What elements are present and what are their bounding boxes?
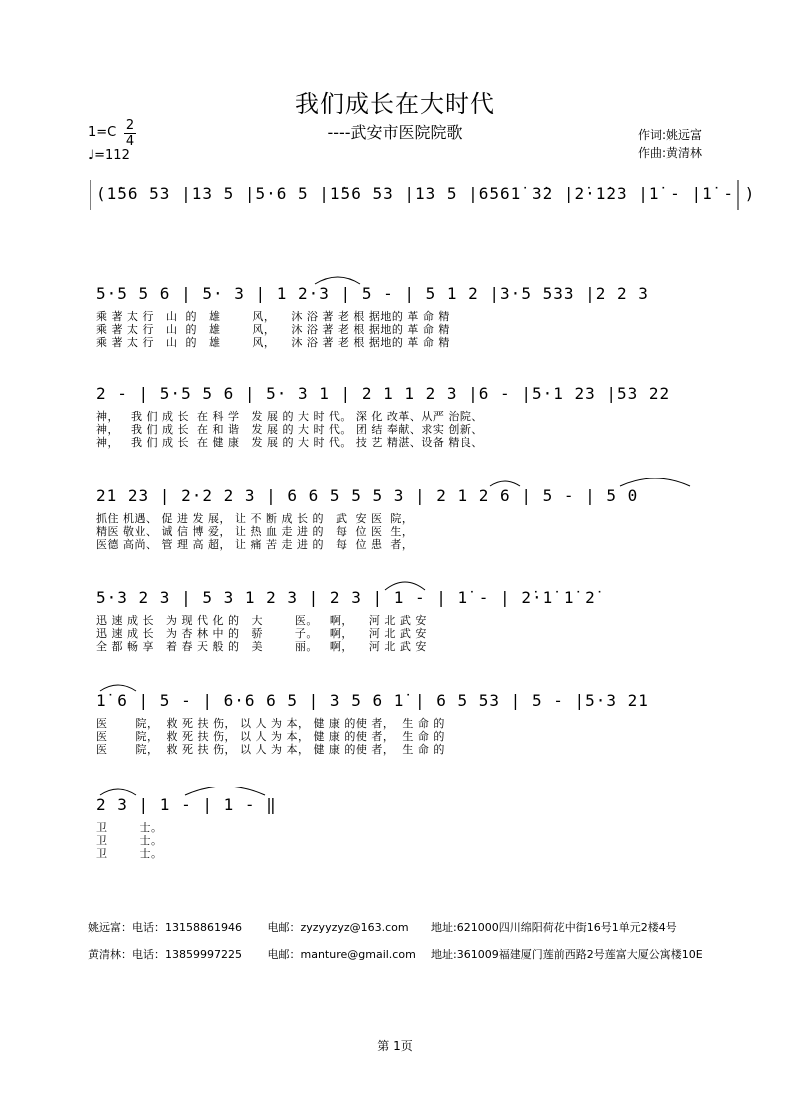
song-title: 我们成长在大时代 bbox=[295, 90, 495, 118]
lyricist-credit: 作词:姚远富 bbox=[638, 128, 703, 142]
time-signature-bottom: 4 bbox=[125, 134, 135, 149]
lyric-verse-2: 乘 著 太 行 山 的 雄 风， 沐 浴 著 老 根 据地的 革 命 精 bbox=[96, 323, 450, 336]
contact-row bbox=[88, 946, 703, 962]
notes-line: 2 3 | 1 - | 1 - ‖ bbox=[96, 795, 277, 814]
notes-line: (1̇56 53 |13 5 |5·6 5 |1̇56 53 |13 5 |6561̇ 3̇2 |2̇·1̇23 |1̇ - |1̇ - ) bbox=[96, 184, 756, 203]
lyric-verse-3: 神， 我 们 成 长 在 健 康 发 展 的 大 时 代。 技 艺 精湛、设备 精良、 bbox=[96, 436, 483, 449]
lyric-verse-2: 医 院， 救 死 扶 伤， 以 人 为 本， 健 康 的使 者， 生 命 的 bbox=[96, 730, 445, 743]
contact-name-phone: 黄清林：电话：13859997225 bbox=[88, 948, 242, 961]
contact-row bbox=[88, 919, 677, 935]
composer-credit: 作曲:黄清林 bbox=[638, 146, 703, 160]
contact-address: 地址:621000四川绵阳荷花中街16号1单元2楼4号 bbox=[431, 921, 677, 934]
score-system-3 bbox=[90, 478, 740, 558]
lyric-verse-3: 卫 士。 bbox=[96, 847, 163, 860]
score-system-4 bbox=[90, 580, 740, 660]
page-number: 第 1页 bbox=[377, 1039, 413, 1053]
time-signature bbox=[124, 118, 136, 149]
lyric-verse-1: 抓住 机遇、 促 进 发 展， 让 不 断 成 长 的 武 安 医 院， bbox=[96, 512, 414, 525]
contact-name-phone: 姚远富：电话：13158861946 bbox=[88, 921, 242, 934]
lyric-verse-1: 卫 士。 bbox=[96, 821, 163, 834]
score-system-2 bbox=[90, 376, 740, 456]
quarter-note-icon: ♩ bbox=[88, 148, 95, 163]
notes-line: 1̇ 6 | 5 - | 6·6 6 5 | 3 5 6 1̇ | 6 5 53 | 5 - |5·3 21 bbox=[96, 691, 649, 710]
score-system-intro bbox=[90, 176, 756, 216]
lyric-verse-2: 精医 敬业、 诚 信 博 爱， 让 热 血 走 进 的 每 位 医 生， bbox=[96, 525, 414, 538]
lyric-verse-2: 迅 速 成 长 为 杏 林 中 的 骄 子。 啊， 河 北 武 安 bbox=[96, 627, 427, 640]
time-signature-top: 2 bbox=[125, 118, 135, 133]
score-system-1 bbox=[90, 276, 740, 356]
lyric-verse-1: 迅 速 成 长 为 现 代 化 的 大 医。 啊， 河 北 武 安 bbox=[96, 614, 427, 627]
score-system-6 bbox=[90, 787, 740, 867]
lyric-verse-3: 全 都 畅 享 着 春 天 般 的 美 丽。 啊， 河 北 武 安 bbox=[96, 640, 427, 653]
tempo-value: =112 bbox=[94, 148, 130, 163]
notes-line: 2 - | 5·5 5 6 | 5· 3 1 | 2 1 1 2 3 |6 - |5·1 23 |53 22 bbox=[96, 384, 671, 403]
lyric-verse-1: 神， 我 们 成 长 在 科 学 发 展 的 大 时 代。 深 化 改革、从严 治院、 bbox=[96, 410, 483, 423]
lyric-verse-3: 医 院， 救 死 扶 伤， 以 人 为 本， 健 康 的使 者， 生 命 的 bbox=[96, 743, 445, 756]
notes-line: 21 23 | 2·2 2 3 | 6 6 5 5 5 3 | 2 1 2 6 | 5 - | 5 0 bbox=[96, 486, 639, 505]
notes-line: 5·3 2 3 | 5 3 1 2 3 | 2 3 | 1 - | 1̇ - | 2̇·1̇ 1̇ 2̇ bbox=[96, 588, 596, 607]
lyric-verse-2: 卫 士。 bbox=[96, 834, 163, 847]
lyric-verse-2: 神， 我 们 成 长 在 和 谐 发 展 的 大 时 代。 团 结 奉献、求实 创新、 bbox=[96, 423, 483, 436]
contact-email[interactable]: 电邮：manture@gmail.com bbox=[267, 948, 416, 961]
contact-address: 地址:361009福建厦门莲前西路2号莲富大厦公寓楼10E bbox=[431, 948, 703, 961]
lyric-verse-1: 乘 著 太 行 山 的 雄 风， 沐 浴 著 老 根 据地的 革 命 精 bbox=[96, 310, 450, 323]
contact-email[interactable]: 电邮：zyzyyzyz@163.com bbox=[267, 921, 409, 934]
lyric-verse-1: 医 院， 救 死 扶 伤， 以 人 为 本， 健 康 的使 者， 生 命 的 bbox=[96, 717, 445, 730]
notes-line: 5·5 5 6 | 5· 3 | 1 2·3 | 5 - | 5 1 2 |3·5 533 |2 2 3 bbox=[96, 284, 649, 303]
lyric-verse-3: 医德 高尚、 管 理 高 超， 让 痛 苦 走 进 的 每 位 患 者， bbox=[96, 538, 414, 551]
key-signature: 1=C bbox=[88, 125, 117, 140]
tempo-marking bbox=[88, 148, 130, 163]
lyric-verse-3: 乘 著 太 行 山 的 雄 风， 沐 浴 著 老 根 据地的 革 命 精 bbox=[96, 336, 450, 349]
score-system-5 bbox=[90, 683, 740, 763]
song-subtitle: ----武安市医院院歌 bbox=[327, 123, 463, 142]
